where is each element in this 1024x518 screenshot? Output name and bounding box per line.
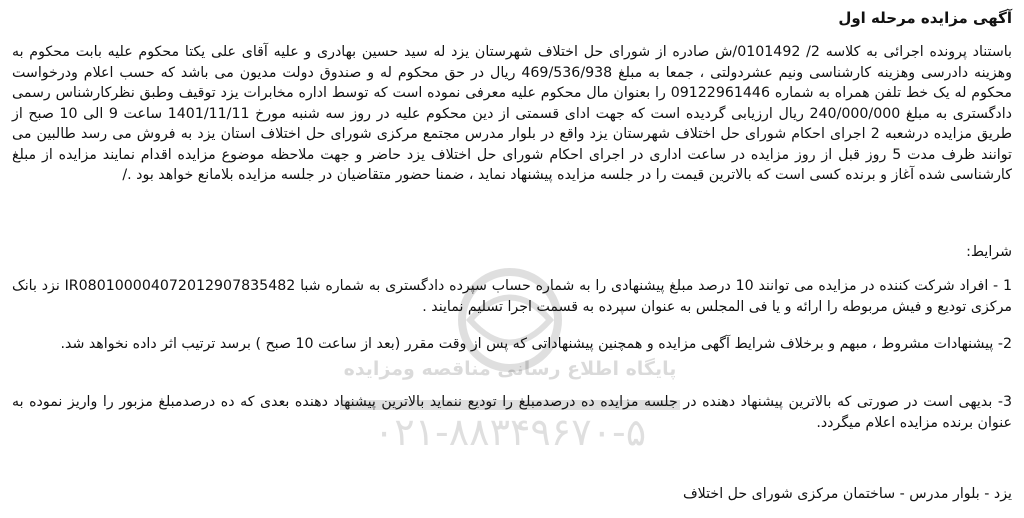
watermark-number: ۰۲۱-۸۸۳۴۹۶۷۰-۵ <box>373 410 647 450</box>
notice-intro-paragraph: باستناد پرونده اجرائی به کلاسه 2/ 0101492/ش صادره از شورای حل اختلاف شهرستان یزد له سید حسین بهادری و علیه آقای علی یکتا محکوم علیه بابت محکوم به وهزینه دادرسی وهزینه کارشناسی ونیم عشردولتی ، جمعا به مبلغ 469/536/938 ریال در حق محکوم له و صندوق دولت مدیون می باشد که حسب اعلام ودرخواست محکوم له یک خط تلفن همراه به شماره 09122961446 را بعنوان مال محکوم علیه معرفی نموده است که توسط اداره مخابرات یزد توقیف وطبق نظرکارشناس رسمی دادگستری به مبلغ 240/000/000 ریال ارزیابی گردیده است که جهت ادای قسمتی از دین محکوم علیه در روز سه شنبه مورخ 1401/11/11 ساعت 9 الی 10 صبح از طریق مزایده درشعبه 2 اجرای احکام شورای حل اختلاف شهرستان یزد واقع در بلوار مدرس مجتمع مرکزی شورای حل اختلاف استان یزد به فروش می رسد طالبین می توانند ظرف مدت 5 روز قبل از روز مزایده در ساعت اداری در اجرای احکام شورای حل اختلاف یزد حاضر و جهت ملاحظه موضوع مزایده اقدام نمایند مزایده از مبلغ کارشناسی شده آغاز و برنده کسی است که بالاترین قیمت را در جلسه مزایده پیشنهاد نماید ، ضمنا حضور متقاضیان در جلسه مزایده بلامانع خواهد بود ./ <box>12 44 1013 183</box>
watermark-text: پایگاه اطلاع رسانی مناقصه ومزایده <box>343 358 677 380</box>
conditions-heading: شرایط: <box>966 244 1012 260</box>
address-line: یزد - بلوار مدرس - ساختمان مرکزی شورای حل اختلاف <box>682 486 1012 502</box>
condition-item-3: 3- بدیهی است در صورتی که بالاترین پیشنهاد دهنده در جلسه مزایده ده درصدمبلغ را تودیع ننماید بالاترین پیشنهاد دهنده بعدی که ده درصدمبلغ مزبور را واریز نموده به عنوان برنده مزایده اعلام میگردد. <box>12 394 1012 431</box>
notice-title: آگهی مزایده مرحله اول <box>838 9 1012 27</box>
condition-item-2: 2- پیشنهادات مشروط ، مبهم و برخلاف شرایط آگهی مزایده و همچنین پیشنهاداتی که پس از وقت مقرر (بعد از ساعت 10 صبح ) برسد ترتیب اثر داده نخواهد شد. <box>60 336 1012 352</box>
condition-item-1: 1 - افراد شرکت کننده در مزایده می توانند 10 درصد مبلغ پیشنهادی را به شماره حساب سپرده دادگستری به شماره شبا IR080100004072012907835482 نزد بانک مرکزی تودیع و فیش مربوطه را ارائه و یا فی المجلس به عنوان سپرده به قسمت اجرا تسلیم نمایند . <box>12 278 1012 315</box>
